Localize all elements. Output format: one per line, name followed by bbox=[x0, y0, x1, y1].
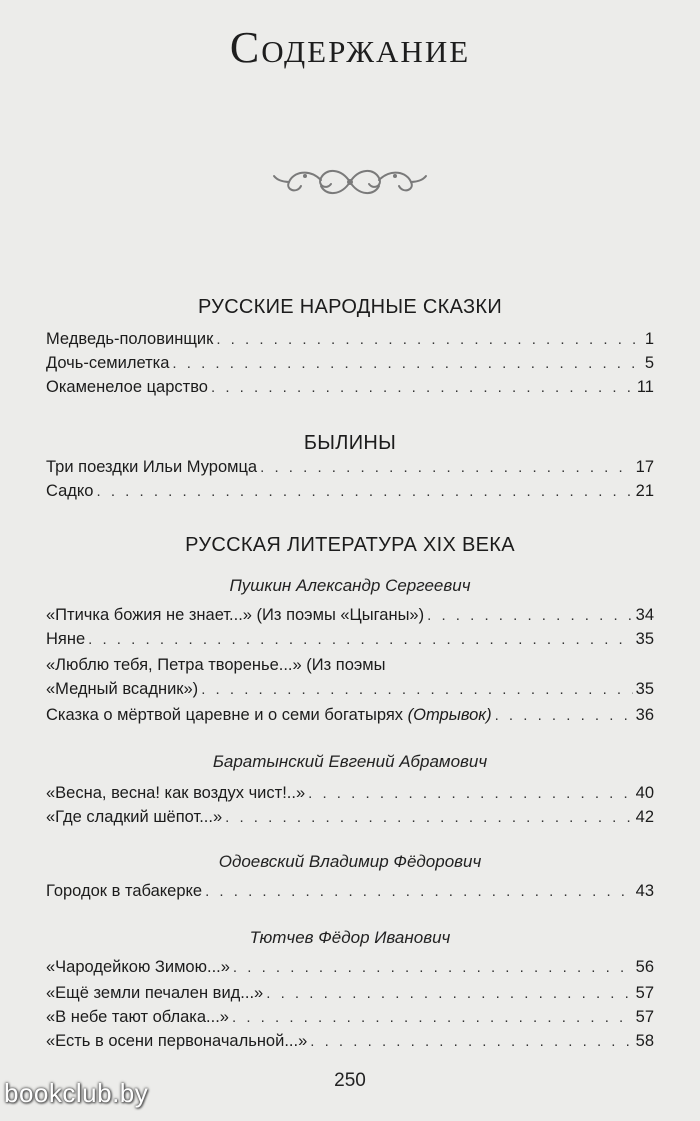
entry-title: «Весна, весна! как воздух чист!..» bbox=[46, 784, 306, 802]
dot-leader bbox=[310, 1033, 632, 1050]
section-heading-byliny: БЫЛИНЫ bbox=[303, 432, 397, 454]
toc-entry bbox=[46, 330, 654, 354]
entry-page: 40 bbox=[635, 784, 654, 802]
toc-entry bbox=[46, 606, 654, 630]
entry-title: «Ещё земли печален вид...» bbox=[46, 984, 264, 1002]
author-heading: Одоевский Владимир Фёдорович bbox=[218, 852, 482, 871]
entry-page: 36 bbox=[635, 706, 654, 724]
entry-page: 11 bbox=[636, 378, 654, 396]
toc-entry bbox=[46, 958, 654, 982]
dot-leader bbox=[427, 607, 633, 624]
entry-title-line: «Люблю тебя, Петра творенье...» (Из поэмы bbox=[46, 656, 386, 674]
toc-entry bbox=[46, 882, 654, 906]
dot-leader bbox=[201, 681, 632, 698]
entry-title: «Чародейкою Зимою...» bbox=[46, 958, 230, 976]
entry-title-text: Сказка о мёртвой царевне и о семи богатырях bbox=[46, 706, 404, 724]
page-number: 250 bbox=[334, 1070, 366, 1091]
dot-leader bbox=[97, 483, 633, 500]
dot-leader bbox=[495, 707, 633, 724]
entry-title: Окаменелое царство bbox=[46, 378, 208, 396]
toc-entry bbox=[46, 458, 654, 482]
entry-title: «В небе тают облака...» bbox=[46, 1008, 229, 1026]
entry-title: «Есть в осени первоначальной...» bbox=[46, 1032, 308, 1050]
entry-page: 43 bbox=[635, 882, 654, 900]
dot-leader bbox=[172, 355, 641, 372]
dot-leader bbox=[211, 379, 634, 396]
section-heading-folk-tales: РУССКИЕ НАРОДНЫЕ СКАЗКИ bbox=[197, 296, 503, 318]
entry-title: Городок в табакерке bbox=[46, 882, 203, 900]
toc-entry bbox=[46, 706, 654, 730]
toc-entry bbox=[46, 1032, 654, 1056]
entry-page: 57 bbox=[635, 984, 654, 1002]
dot-leader bbox=[233, 959, 633, 976]
dot-leader bbox=[266, 985, 632, 1002]
toc-entry bbox=[46, 984, 654, 1008]
author-heading: Баратынский Евгений Абрамович bbox=[212, 752, 488, 771]
ornament-divider-icon bbox=[271, 158, 429, 206]
entry-page: 34 bbox=[635, 606, 654, 624]
section-heading-19th-century: РУССКАЯ ЛИТЕРАТУРА XIX ВЕКА bbox=[185, 534, 515, 556]
toc-entry bbox=[46, 482, 654, 506]
entry-page: 35 bbox=[635, 630, 654, 648]
page-title: Содержание bbox=[229, 23, 471, 72]
dot-leader bbox=[216, 331, 641, 348]
entry-note: (Отрывок) bbox=[407, 706, 492, 724]
entry-page: 58 bbox=[635, 1032, 654, 1050]
dot-leader bbox=[232, 1009, 633, 1026]
dot-leader bbox=[260, 459, 633, 476]
toc-entry bbox=[46, 784, 654, 808]
entry-title bbox=[46, 706, 492, 725]
entry-title: Садко bbox=[46, 482, 94, 500]
entry-title: «Птичка божия не знает...» (Из поэмы «Цыганы») bbox=[46, 606, 425, 624]
toc-entry bbox=[46, 378, 654, 402]
entry-title: Три поездки Ильи Муромца bbox=[46, 458, 258, 476]
entry-page: 42 bbox=[635, 808, 654, 826]
entry-title: «Медный всадник») bbox=[46, 680, 199, 698]
dot-leader bbox=[225, 809, 633, 826]
author-heading: Пушкин Александр Сергеевич bbox=[229, 576, 471, 595]
dot-leader bbox=[308, 785, 633, 802]
entry-page: 21 bbox=[635, 482, 654, 500]
entry-page: 35 bbox=[635, 680, 654, 698]
toc-entry bbox=[46, 808, 654, 832]
entry-page: 5 bbox=[644, 354, 654, 372]
entry-page: 1 bbox=[644, 330, 654, 348]
entry-title: Дочь-семилетка bbox=[46, 354, 170, 372]
toc-entry bbox=[46, 1008, 654, 1032]
entry-title: «Где сладкий шёпот...» bbox=[46, 808, 223, 826]
dot-leader bbox=[88, 631, 633, 648]
entry-page: 57 bbox=[635, 1008, 654, 1026]
toc-entry bbox=[46, 680, 654, 704]
toc-entry bbox=[46, 630, 654, 654]
entry-page: 17 bbox=[635, 458, 654, 476]
author-heading: Тютчев Фёдор Иванович bbox=[249, 928, 451, 947]
entry-page: 56 bbox=[635, 958, 654, 976]
dot-leader bbox=[205, 883, 633, 900]
entry-title: Медведь-половинщик bbox=[46, 330, 214, 348]
entry-title: Няне bbox=[46, 630, 86, 648]
toc-entry bbox=[46, 354, 654, 378]
watermark: bookclub.by bbox=[4, 1078, 149, 1108]
